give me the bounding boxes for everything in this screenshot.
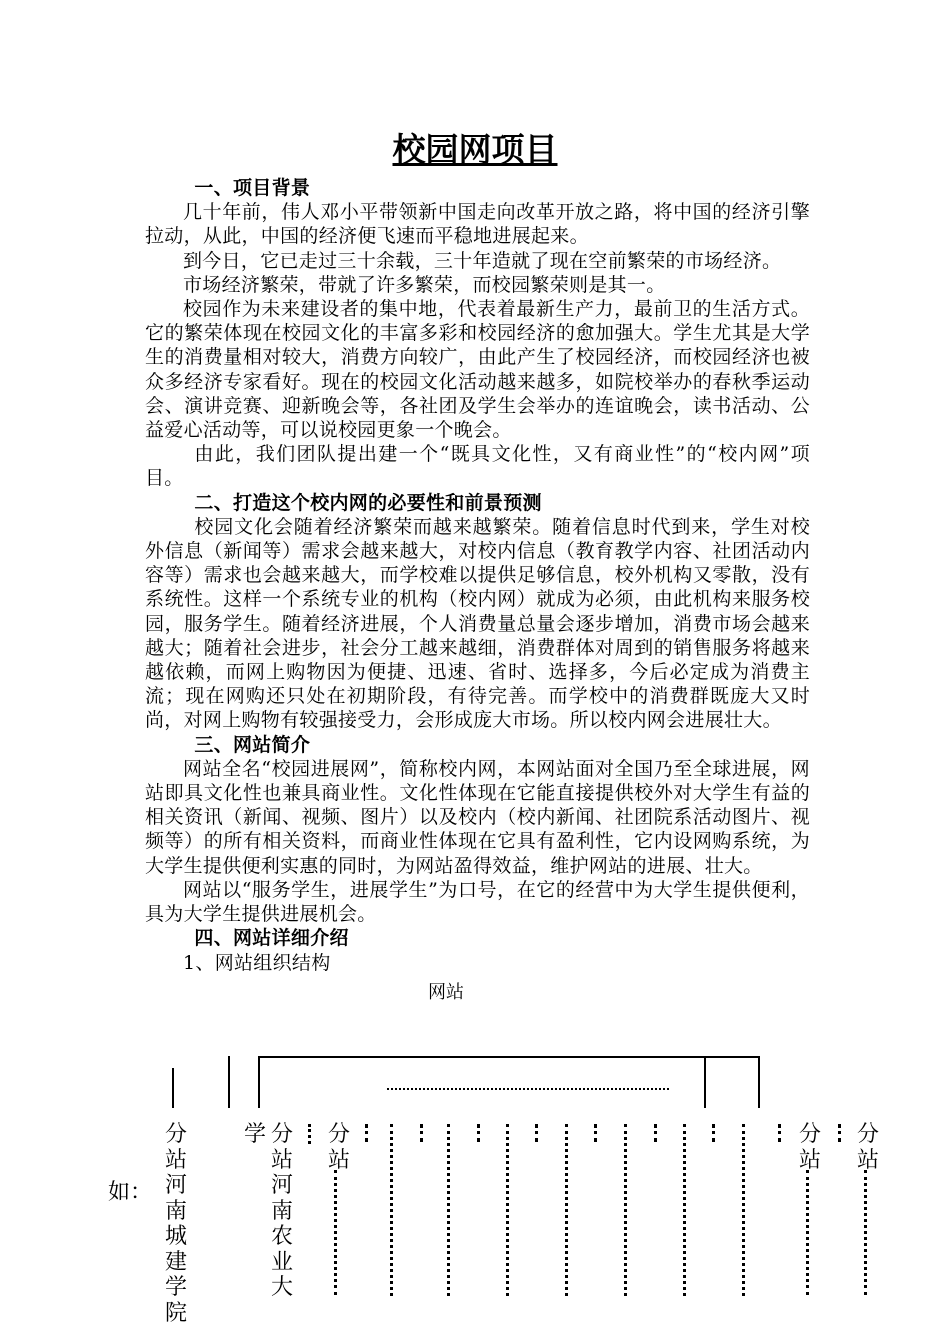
org-dotted-column xyxy=(683,1124,686,1296)
org-dotted-column xyxy=(535,1124,538,1142)
org-connector xyxy=(704,1056,706,1108)
paragraph: 到今日，它已走过三十余载，三十年造就了现在空前繁荣的市场经济。 xyxy=(183,249,782,272)
org-left-label: 如： xyxy=(108,1180,153,1205)
org-dotted-column xyxy=(864,1170,867,1295)
section-heading: 四、网站详细介绍 xyxy=(194,927,349,950)
paragraph: 由此，我们团队提出建一个“既具文化性，又有商业性”的“校内网”项目。 xyxy=(145,443,810,490)
paragraph: 市场经济繁荣，带就了许多繁荣，而校园繁荣则是其一。 xyxy=(183,273,666,296)
org-branch-label: 分站 xyxy=(856,1122,879,1173)
org-dotted-column xyxy=(594,1124,597,1142)
org-dotted-column xyxy=(420,1124,423,1142)
section-heading: 二、打造这个校内网的必要性和前景预测 xyxy=(194,491,542,514)
org-connector-dotted xyxy=(387,1088,669,1090)
org-dotted-column xyxy=(838,1124,841,1142)
org-root-label: 网站 xyxy=(428,982,464,1003)
paragraph: 几十年前，伟人邓小平带领新中国走向改革开放之路，将中国的经济引擎拉动，从此，中国的经济便飞速而平稳地进展起来。 xyxy=(145,201,810,248)
org-branch-label: 分站河南农业大 xyxy=(270,1122,293,1300)
org-branch-label: 分站 xyxy=(798,1122,821,1173)
section-heading: 三、网站简介 xyxy=(194,733,311,756)
org-connector xyxy=(172,1068,174,1108)
org-dotted-column xyxy=(712,1124,715,1142)
subheading: 1、网站组织结构 xyxy=(183,951,331,974)
org-dotted-column xyxy=(806,1170,809,1295)
org-connector xyxy=(758,1056,760,1108)
paragraph: 网站以“服务学生，进展学生”为口号，在它的经营中为大学生提供便利，具为大学生提供进展机会。 xyxy=(145,878,810,926)
org-dotted-column xyxy=(477,1124,480,1142)
org-connector xyxy=(228,1056,230,1108)
org-dotted-column xyxy=(742,1124,745,1296)
org-dotted-column xyxy=(334,1170,337,1295)
org-dotted-column xyxy=(624,1124,627,1296)
org-branch-label: 分站 xyxy=(327,1122,350,1173)
org-dotted-column xyxy=(565,1124,568,1296)
org-dotted-column xyxy=(654,1124,657,1142)
org-connector xyxy=(258,1056,260,1108)
section-heading: 一、项目背景 xyxy=(194,177,311,199)
paragraph: 网站全名“校园进展网”，简称校内网，本网站面对全国乃至全球进展，网站即具文化性也兼具商业性。文化性体现在它能直接提供校外对大学生有益的相关资讯（新闻、视频、图片）以及校内（校内新闻、社团院系活动图片、视频等）的所有相关资料，而商业性体现在它具有盈利性，它内设网购系统，为大学生提供便利实惠的同时，为网站盈得效益，维护网站的进展、壮大。 xyxy=(145,757,810,877)
org-dotted-column xyxy=(390,1124,393,1296)
org-connector xyxy=(704,1056,760,1058)
org-dotted-column xyxy=(506,1124,509,1296)
org-connector xyxy=(258,1056,704,1058)
org-branch-label: 分站河南城建学院 xyxy=(164,1122,187,1326)
org-dotted-column xyxy=(778,1124,781,1142)
paragraph: 校园文化会随着经济繁荣而越来越繁荣。随着信息时代到来，学生对校外信息（新闻等）需求会越来越大，对校内信息（教育教学内容、社团活动内容等）需求也会越来越大，而学校难以提供足够信息，校外机构又零散，没有系统性。这样一个系统专业的机构（校内网）就成为必须，由此机构来服务校园，服务学生。随着经济进展，个人消费量总量会逐步增加，消费市场会越来越大；随着社会进步，社会分工越来越细，消费群体对周到的销售服务将越来越依赖，而网上购物因为便捷、迅速、省时、选择多，今后必定成为消费主流；现在网购还只处在初期阶段，有待完善。而学校中的消费群既庞大又时尚，对网上购物有较强接受力，会形成庞大市场。所以校内网会进展壮大。 xyxy=(145,515,810,732)
page-title: 校园网项目 xyxy=(392,130,558,169)
org-branch-label: 学 xyxy=(243,1122,266,1147)
org-dotted-column xyxy=(308,1124,311,1144)
org-dotted-column xyxy=(365,1124,368,1142)
org-dotted-column xyxy=(447,1124,450,1296)
paragraph: 校园作为未来建设者的集中地，代表着最新生产力，最前卫的生活方式。它的繁荣体现在校园文化的丰富多彩和校园经济的愈加强大。学生尤其是大学生的消费量相对较大，消费方向较广，由此产生了校园经济，而校园经济也被众多经济专家看好。现在的校园文化活动越来越多，如院校举办的春秋季运动会、演讲竞赛、迎新晚会等，各社团及学生会举办的连谊晚会，读书活动、公益爱心活动等，可以说校园更象一个晚会。 xyxy=(145,298,810,442)
section-background xyxy=(145,176,810,975)
